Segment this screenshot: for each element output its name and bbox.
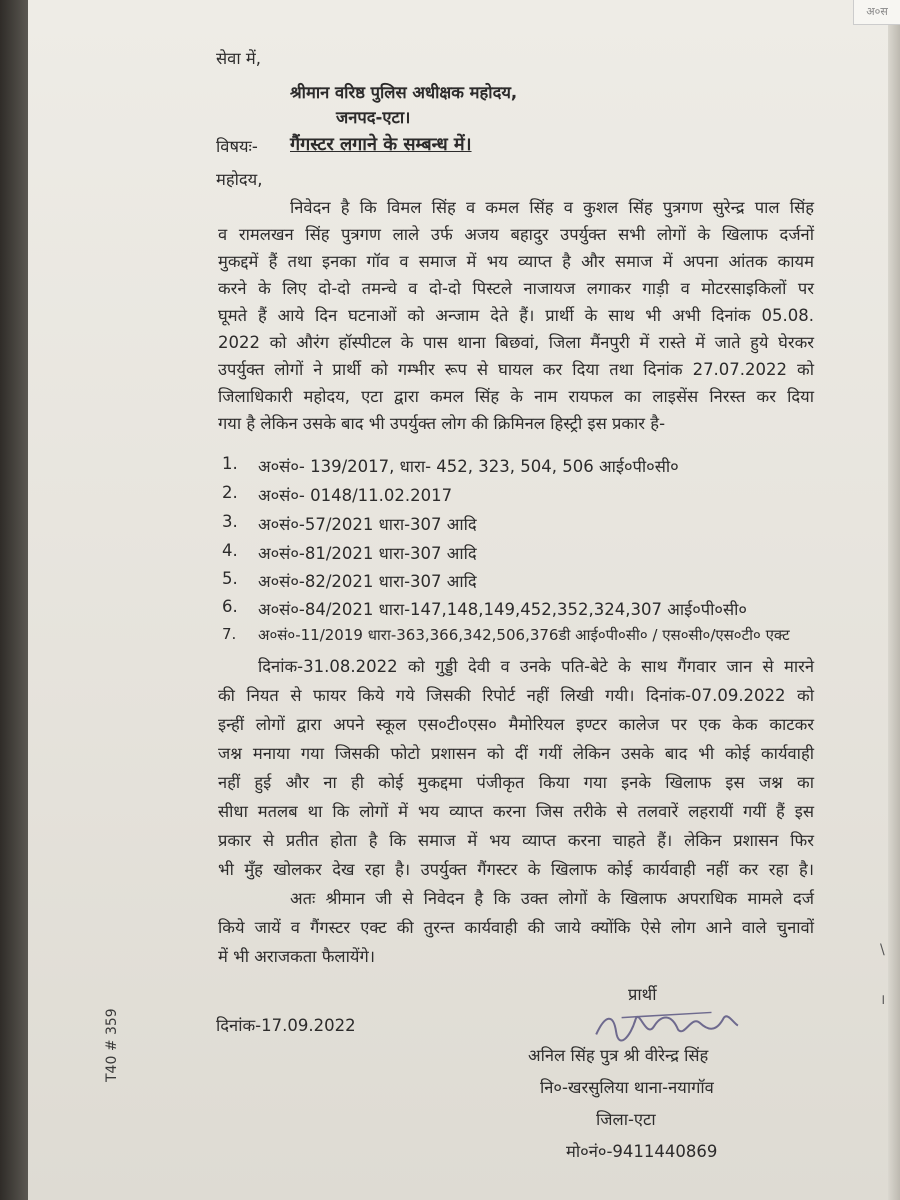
paragraph-1-line: करने के लिए दो-दो तमन्चे व दो-दो पिस्टले नाजायज लगाकर गाड़ी व मोटरसाइकिलों पर [218, 279, 814, 298]
list-item-number: 6. [222, 597, 238, 616]
paragraph-2-line: नहीं हुई और ना ही कोई मुकद्दमा पंजीकृत किया गया इनके खिलाफ इस जश्न का [218, 773, 814, 792]
sender-name: अनिल सिंह पुत्र श्री वीरेन्द्र सिंह [528, 1046, 709, 1065]
paragraph-3-line: अतः श्रीमान जी से निवेदन है कि उक्त लोगों के खिलाफ अपराधिक मामले दर्ज [290, 889, 814, 908]
sender-district: जिला-एटा [596, 1110, 656, 1129]
paragraph-2-line: इन्हीं लोगों द्वारा अपने स्कूल एस०टी०एस० मैमोरियल इण्टर कालेज पर एक केक काटकर [218, 715, 814, 734]
sender-address: नि०-खरसुलिया थाना-नयागॉव [540, 1078, 714, 1097]
edge-mark: \ [880, 942, 885, 958]
paragraph-1-line: गया है लेकिन उसके बाद भी उपर्युक्त लोग की क्रिमिनल हिस्ट्री इस प्रकार है- [218, 414, 666, 433]
paragraph-1-line: घूमते हैं आये दिन घटनाओं को अन्जाम देते हैं। प्रार्थी के साथ भी अभी दिनांक 05.08. [218, 306, 814, 325]
edge-mark: । [880, 992, 886, 1008]
paragraph-2-line: की नियत से फायर किये गये जिसकी रिपोर्ट नहीं लिखी गयी। दिनांक-07.09.2022 को [218, 686, 814, 705]
signature-scribble [591, 1005, 742, 1044]
paragraph-1-line: 2022 को औरंग हॉस्पीटल के पास थाना बिछवां, जिला मैंनपुरी में रास्ते में जाते हुये घेरकर [218, 333, 814, 352]
addressee-district: जनपद-एटा। [336, 108, 411, 127]
addressee: श्रीमान वरिष्ठ पुलिस अधीक्षक महोदय, [290, 83, 518, 102]
salutation-to: सेवा में, [216, 49, 261, 68]
list-item-text: अ०सं०-57/2021 धारा-307 आदि [258, 515, 477, 534]
paragraph-1-line: मुकद्दमें हैं तथा इनका गॉव व समाज में भय व्याप्त है और समाज में अपना आंतक कायम [218, 252, 814, 271]
paragraph-2-line: भी मुँह खोलकर देख रहा है। उपर्युक्त गैंगस्टर के खिलाफ कोई कार्यवाही नहीं कर रहा है। [218, 860, 814, 879]
list-item-text: अ०सं०-11/2019 धारा-363,366,342,506,376डी आई०पी०सी० / एस०सी०/एस०टी० एक्ट [258, 626, 790, 644]
sender-mobile: मो०नं०-9411440869 [566, 1142, 718, 1161]
paragraph-1-line: निवेदन है कि विमल सिंह व कमल सिंह व कुशल सिंह पुत्रगण सुरेन्द्र पाल सिंह [290, 198, 814, 217]
list-item-text: अ०सं०- 0148/11.02.2017 [258, 486, 453, 505]
list-item-number: 4. [222, 541, 238, 560]
list-item-text: अ०सं०-82/2021 धारा-307 आदि [258, 572, 477, 591]
list-item-text: अ०सं०-84/2021 धारा-147,148,149,452,352,324,307 आई०पी०सी० [258, 600, 748, 619]
paragraph-3-line: में भी अराजकता फैलायेंगे। [218, 947, 375, 966]
subject-text: गैंगस्टर लगाने के सम्बन्ध में। [290, 134, 472, 155]
list-item-text: अ०सं०-81/2021 धारा-307 आदि [258, 544, 477, 563]
list-item-number: 2. [222, 483, 238, 502]
paragraph-2-line: सीधा मतलब था कि लोगों में भय व्याप्त करना जिस तरीके से तलवारें लहरायीं गयीं हैं इस [218, 802, 814, 821]
background-left-edge [0, 0, 28, 1200]
list-item-number: 3. [222, 512, 238, 531]
letter-date: दिनांक-17.09.2022 [216, 1016, 356, 1035]
paragraph-2-line: प्रकार से प्रतीत होता है कि समाज में भय व्याप्त करना चाहते हैं। लेकिन प्रशासन फिर [218, 831, 814, 850]
paragraph-2-line: जश्न मनाया गया जिसकी फोटो प्रशासन को दीं गयीं लेकिन उसके बाद भी कोई कार्यवाही [218, 744, 814, 763]
subject-label: विषयः- [216, 137, 258, 156]
paragraph-1-line: उपर्युक्त लोगों ने प्रार्थी को गम्भीर रूप से घायल कर दिया तथा दिनांक 27.07.2022 को [218, 360, 814, 379]
greeting: महोदय, [216, 170, 263, 189]
paragraph-3-line: किये जायें व गैंगस्टर एक्ट की तुरन्त कार्यवाही की जाये क्योंकि ऐसे लोग आने वाले चुनावों [218, 918, 814, 937]
list-item-number: 1. [222, 454, 238, 473]
stamp-number: T40 # 359 [104, 1008, 120, 1082]
paragraph-2-line: दिनांक-31.08.2022 को गुड्डी देवी व उनके पति-बेटे के साथ गैंगवार जान से मारने [258, 657, 814, 676]
list-item-text: अ०सं०- 139/2017, धारा- 452, 323, 504, 506 आई०पी०सी० [258, 457, 679, 476]
corner-note: अ०स [853, 0, 900, 25]
list-item-number: 7. [222, 625, 237, 643]
list-item-number: 5. [222, 569, 238, 588]
paragraph-1-line: जिलाधिकारी महोदय, एटा द्वारा कमल सिंह के नाम रायफल का लाइसेंस निरस्त कर दिया [218, 387, 814, 406]
page-right-edge [888, 0, 900, 1200]
petitioner-label: प्रार्थी [628, 985, 657, 1004]
paragraph-1-line: व रामलखन सिंह पुत्रगण लाले उर्फ अजय बहादुर उपर्युक्त सभी लोगों के खिलाफ दर्जनों [218, 225, 814, 244]
